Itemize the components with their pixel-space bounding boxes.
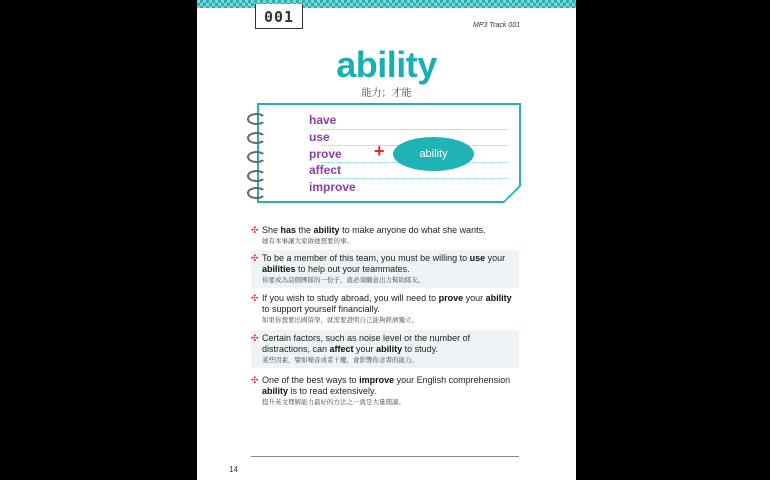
example-item [251, 372, 519, 410]
checker-border [197, 0, 576, 8]
book-page [197, 0, 576, 480]
sentence-text: your [353, 344, 377, 354]
plus-icon: + [374, 141, 385, 161]
sentence-text: your [463, 293, 486, 303]
card-rule [321, 178, 507, 179]
sentence-text: Certain factors, such as noise level or the number of distractions, can [262, 333, 471, 354]
example-english [262, 253, 515, 275]
binder-ring-icon [247, 170, 266, 182]
binder-ring-icon [247, 132, 266, 144]
example-translation: 你要成為這個團隊的一份子，就必須願意出力幫助隊友。 [262, 277, 425, 284]
sentence-text: to study. [402, 344, 438, 354]
collocation-highlight: improve [359, 375, 395, 385]
sentence-text: One of the best ways to [262, 375, 360, 385]
example-english [262, 293, 515, 315]
collocation-noun-oval: ability [393, 137, 474, 171]
example-item [251, 222, 519, 249]
collocation-highlight: ability [485, 293, 512, 303]
bullet-icon: ✣ [251, 375, 259, 385]
page-curl-corner [504, 186, 521, 203]
sentence-text: the [296, 225, 314, 235]
example-item [251, 250, 519, 288]
collocation-highlight: ability [376, 344, 403, 354]
page-number: 14 [229, 465, 238, 474]
headword: ability [336, 44, 437, 85]
sentence-text: to help out your teammates. [295, 264, 410, 274]
binder-ring-icon [247, 113, 266, 125]
card-rule [321, 129, 507, 130]
collocation-highlight: ability [262, 386, 289, 396]
collocation-verb: have [309, 113, 337, 127]
sentence-text: to make anyone do what she wants. [339, 225, 486, 235]
track-label: MP3 Track 001 [473, 22, 520, 29]
example-english [262, 333, 515, 355]
collocation-card [257, 103, 521, 203]
collocation-highlight: prove [438, 293, 464, 303]
entry-number: 001 [255, 4, 303, 29]
example-translation: 某些因素，譬如噪音或者干擾，會影響你念書的能力。 [262, 357, 418, 364]
sentence-text: If you wish to study abroad, you will need to [262, 293, 439, 303]
collocation-verb: use [309, 130, 330, 144]
headword-gloss: 能力；才能 [361, 88, 412, 99]
sentence-text: your [485, 253, 506, 263]
binder-ring-icon [247, 187, 266, 199]
example-translation: 她有本事讓大家做她想要的事。 [262, 238, 353, 245]
example-item [251, 290, 519, 328]
collocation-highlight: use [469, 253, 486, 263]
sentence-text: She [262, 225, 281, 235]
collocation-highlight: affect [329, 344, 354, 354]
collocation-highlight: ability [313, 225, 340, 235]
collocation-verb: affect [309, 163, 342, 177]
sentence-text: to support yourself financially. [262, 304, 380, 314]
collocation-highlight: abilities [262, 264, 296, 274]
example-translation: 如果你想要出國留學，就需要證明自己能夠經濟獨立。 [262, 317, 418, 324]
footer-divider [251, 456, 519, 457]
bullet-icon: ✣ [251, 293, 259, 303]
collocation-highlight: has [280, 225, 297, 235]
collocation-verb: prove [309, 147, 342, 161]
binder-ring-icon [247, 151, 266, 163]
example-item [251, 330, 519, 368]
example-english [262, 375, 515, 397]
example-english [262, 225, 515, 236]
bullet-icon: ✣ [251, 333, 259, 343]
sentence-text: To be a member of this team, you must be willing to [262, 253, 470, 263]
bullet-icon: ✣ [251, 225, 259, 235]
sentence-text: your English comprehension [394, 375, 511, 385]
sentence-text: is to read extensively. [288, 386, 377, 396]
collocation-verb: improve [309, 180, 356, 194]
example-translation: 提升英文理解能力最好的方法之一就是大量閱讀。 [262, 399, 405, 406]
bullet-icon: ✣ [251, 253, 259, 263]
